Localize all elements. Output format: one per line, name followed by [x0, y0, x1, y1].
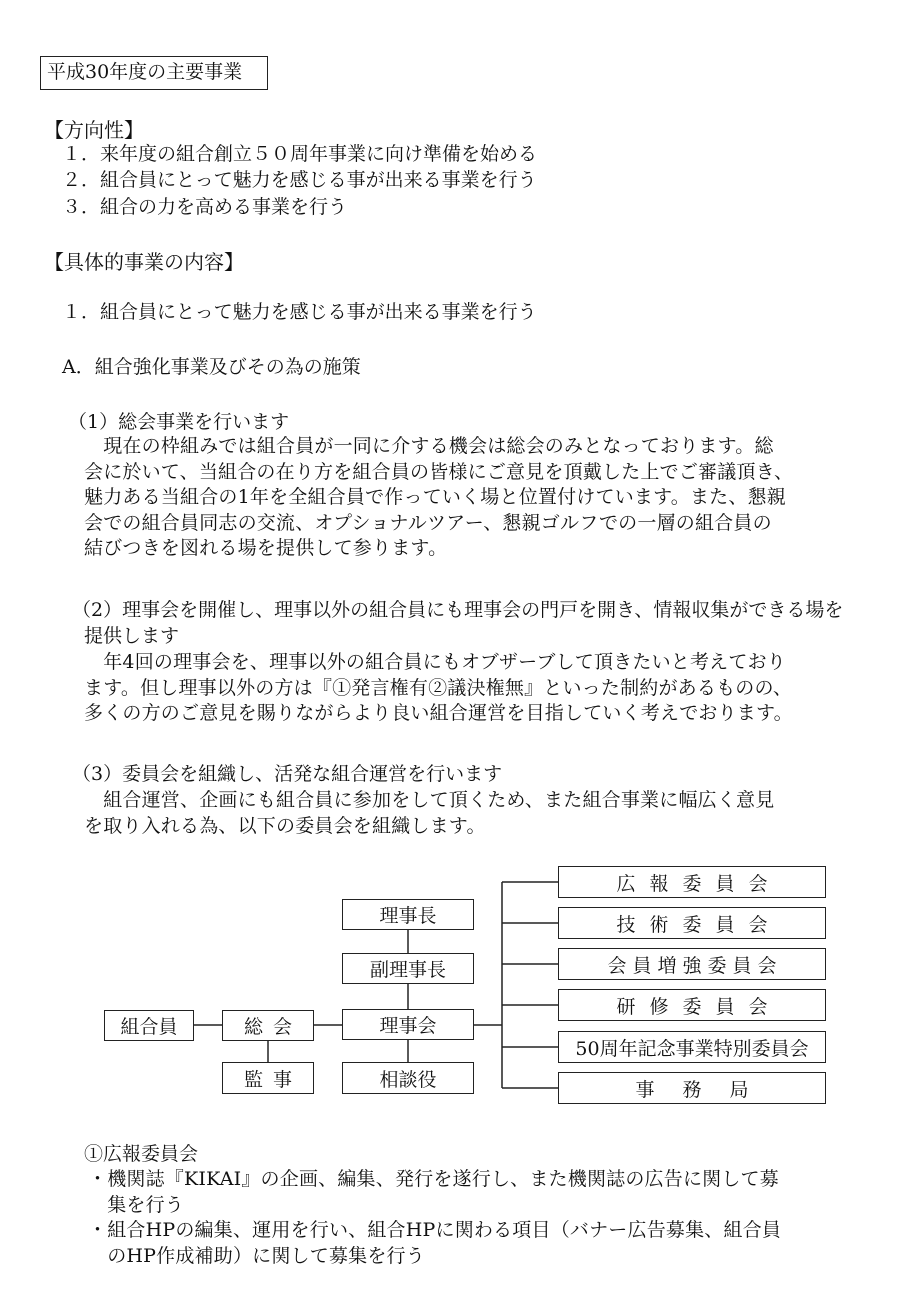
pr-bullet-line: ・組合HPの編集、運用を行い、組合HPに関わる項目（バナー広告募集、組合員	[88, 1219, 782, 1241]
pr-committee-bullets	[88, 1167, 878, 1269]
org-committee-training: 研修委員会	[558, 989, 826, 1021]
sub1-line: 現在の枠組みでは組合員が一同に介する機会は総会のみとなっております。総	[84, 435, 774, 457]
sub3-heading: （3）委員会を組織し、活発な組合運営を行います	[72, 763, 503, 785]
org-committee-technical: 技術委員会	[558, 907, 826, 939]
direction-item-2: ２．組合員にとって魅力を感じる事が出来る事業を行う	[62, 169, 537, 191]
sub2-line: 年4回の理事会を、理事以外の組合員にもオブザーブして頂きたいと考えており	[84, 651, 786, 673]
org-committee-pr: 広報委員会	[558, 866, 826, 898]
sub1-line: 会に於いて、当組合の在り方を組合員の皆様にご意見を頂戴した上でご審議頂き、	[84, 460, 794, 483]
org-member-box: 組合員	[104, 1010, 194, 1041]
sub1-line: 結びつきを図れる場を提供して参ります。	[84, 537, 448, 560]
direction-item-1: １．来年度の組合創立５０周年事業に向け準備を始める	[62, 143, 538, 165]
org-auditor-box: 監事	[222, 1062, 314, 1094]
details-item-1: １．組合員にとって魅力を感じる事が出来る事業を行う	[62, 301, 537, 323]
sub1-line: 会での組合員同志の交流、オプショナルツアー、懇親ゴルフでの一層の組合員の	[84, 511, 772, 534]
section-a-heading: A．組合強化事業及びその為の施策	[62, 356, 361, 378]
sub3-line: 組合運営、企画にも組合員に参加をして頂くため、また組合事業に幅広く意見	[84, 789, 775, 811]
org-secretariat: 事務局	[558, 1072, 826, 1104]
org-committee-50th-anniversary: 50周年記念事業特別委員会	[558, 1031, 826, 1063]
pr-committee-heading: ①広報委員会	[84, 1143, 199, 1165]
org-general-meeting-box: 総会	[222, 1010, 314, 1041]
org-board-box: 理事会	[342, 1009, 474, 1040]
org-vice-chairman-box: 副理事長	[342, 953, 474, 984]
pr-bullet-line: ・機関誌『KIKAI』の企画、編集、発行を遂行し、また機関誌の広告に関して募	[88, 1168, 779, 1190]
sub3-line: を取り入れる為、以下の委員会を組織します。	[84, 814, 486, 837]
pr-bullet-line: 集を行う	[88, 1193, 185, 1216]
sub1-line: 魅力ある当組合の1年を全組合員で作っていく場と位置付けています。また、懇親	[84, 486, 786, 509]
sub1-heading: （1）総会事業を行います	[68, 411, 290, 433]
page-title: 平成30年度の主要事業	[40, 56, 268, 90]
details-heading: 【具体的事業の内容】	[44, 250, 244, 274]
pr-bullet-line: のHP作成補助）に関して募集を行う	[88, 1244, 425, 1267]
sub2-heading-cont: 提供します	[84, 625, 180, 647]
direction-item-3: ３．組合の力を高める事業を行う	[62, 196, 348, 218]
org-committee-membership: 会員増強委員会	[558, 948, 826, 980]
sub2-heading: （2）理事会を開催し、理事以外の組合員にも理事会の門戸を開き、情報収集ができる場を	[72, 599, 844, 621]
org-advisor-box: 相談役	[342, 1062, 474, 1094]
sub2-line: ます。但し理事以外の方は『①発言権有②議決権無』といった制約があるものの、	[84, 676, 793, 699]
org-chairman-box: 理事長	[342, 899, 474, 930]
direction-heading: 【方向性】	[44, 118, 144, 142]
sub2-line: 多くの方のご意見を賜りながらより良い組合運営を目指していく考えでおります。	[84, 702, 793, 725]
